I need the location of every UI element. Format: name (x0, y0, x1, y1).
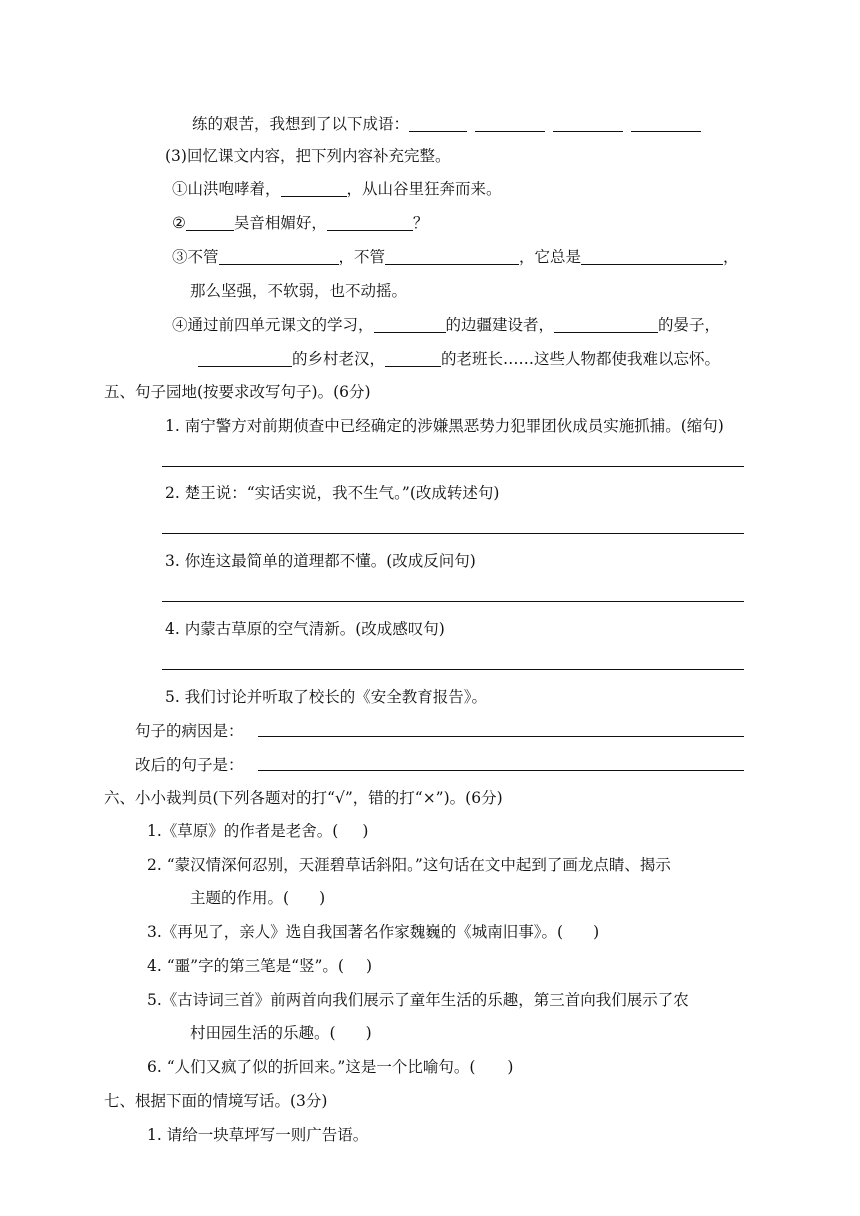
s5-question-4: 4. 内蒙古草原的空气清新。(改成感叹句) (165, 620, 445, 638)
s6-question-6: 6. “人们又疯了似的折回来。”这是一个比喻句。( ) (147, 1058, 514, 1076)
fill-blank[interactable] (219, 249, 339, 265)
answer-line[interactable] (162, 669, 744, 670)
idiom-blank-3[interactable] (553, 116, 623, 132)
answer-line[interactable] (162, 466, 744, 467)
corrected-sentence-line[interactable] (258, 770, 744, 771)
error-cause-label: 句子的病因是： (135, 722, 244, 740)
q3-title: (3)回忆课文内容，把下列内容补充完整。 (165, 147, 451, 165)
answer-line[interactable] (162, 533, 744, 534)
fill-blank[interactable] (186, 215, 234, 231)
s5-question-1: 1. 南宁警方对前期侦查中已经确定的涉嫌黑恶势力犯罪团伙成员实施抓捕。(缩句) (165, 417, 724, 435)
s5-question-2: 2. 楚王说：“实话实说，我不生气。”(改成转述句) (165, 484, 500, 502)
error-cause-line[interactable] (258, 736, 744, 737)
s6-question-5: 5.《古诗词三首》前两首向我们展示了童年生活的乐趣，第三首向我们展示了农 (147, 991, 689, 1009)
answer-line[interactable] (162, 601, 744, 602)
fill-blank[interactable] (581, 249, 723, 265)
q3-item-4-cont: 的乡村老汉， 的老班长……这些人物都使我难以忘怀。 (198, 348, 720, 370)
q3-item-3-cont: 那么坚强，不软弱，也不动摇。 (190, 282, 408, 300)
s6-question-1: 1.《草原》的作者是老舍。( ) (147, 822, 369, 840)
s6-question-2: 2. “蒙汉情深何忍别，天涯碧草话斜阳。”这句话在文中起到了画龙点睛、揭示 (147, 856, 671, 874)
fill-blank[interactable] (281, 181, 347, 197)
s5-question-3: 3. 你连这最简单的道理都不懂。(改成反问句) (165, 552, 476, 570)
s6-question-2-cont: 主题的作用。( ) (190, 889, 326, 907)
s6-question-4: 4. “噩”字的第三笔是“竖”。( ) (147, 957, 373, 975)
s6-question-5-cont: 村田园生活的乐趣。( ) (190, 1024, 372, 1042)
idiom-blank-1[interactable] (409, 116, 467, 132)
section-6-heading: 六、小小裁判员(下列各题对的打“√”，错的打“×”)。(6分) (104, 789, 503, 807)
q3-item-3: ③不管 ，不管 ，它总是 ， (172, 248, 739, 266)
section-7-heading: 七、根据下面的情境写话。(3分) (104, 1092, 328, 1110)
q3-item-1: ①山洪咆哮着， ，从山谷里狂奔而来。 (172, 180, 502, 198)
answer-line-idioms: 练的艰苦，我想到了以下成语： (192, 113, 701, 135)
fill-blank[interactable] (198, 351, 292, 367)
fill-blank[interactable] (385, 351, 441, 367)
s7-question-1: 1. 请给一块草坪写一则广告语。 (147, 1126, 369, 1144)
corrected-sentence-label: 改后的句子是： (135, 756, 244, 774)
q3-item-2: ② 吴音相媚好， ？ (172, 214, 429, 232)
idiom-blank-2[interactable] (475, 116, 545, 132)
fill-blank[interactable] (385, 249, 519, 265)
q3-item-4: ④通过前四单元课文的学习， 的边疆建设者， 的晏子， (172, 316, 721, 334)
fill-blank[interactable] (554, 317, 658, 333)
fill-blank[interactable] (327, 215, 413, 231)
section-5-heading: 五、句子园地(按要求改写句子)。(6分) (104, 383, 371, 401)
s5-question-5: 5. 我们讨论并听取了校长的《安全教育报告》。 (165, 688, 487, 706)
idiom-blank-4[interactable] (631, 116, 701, 132)
s6-question-3: 3.《再见了，亲人》选自我国著名作家魏巍的《城南旧事》。( ) (147, 923, 600, 941)
fill-blank[interactable] (374, 317, 446, 333)
